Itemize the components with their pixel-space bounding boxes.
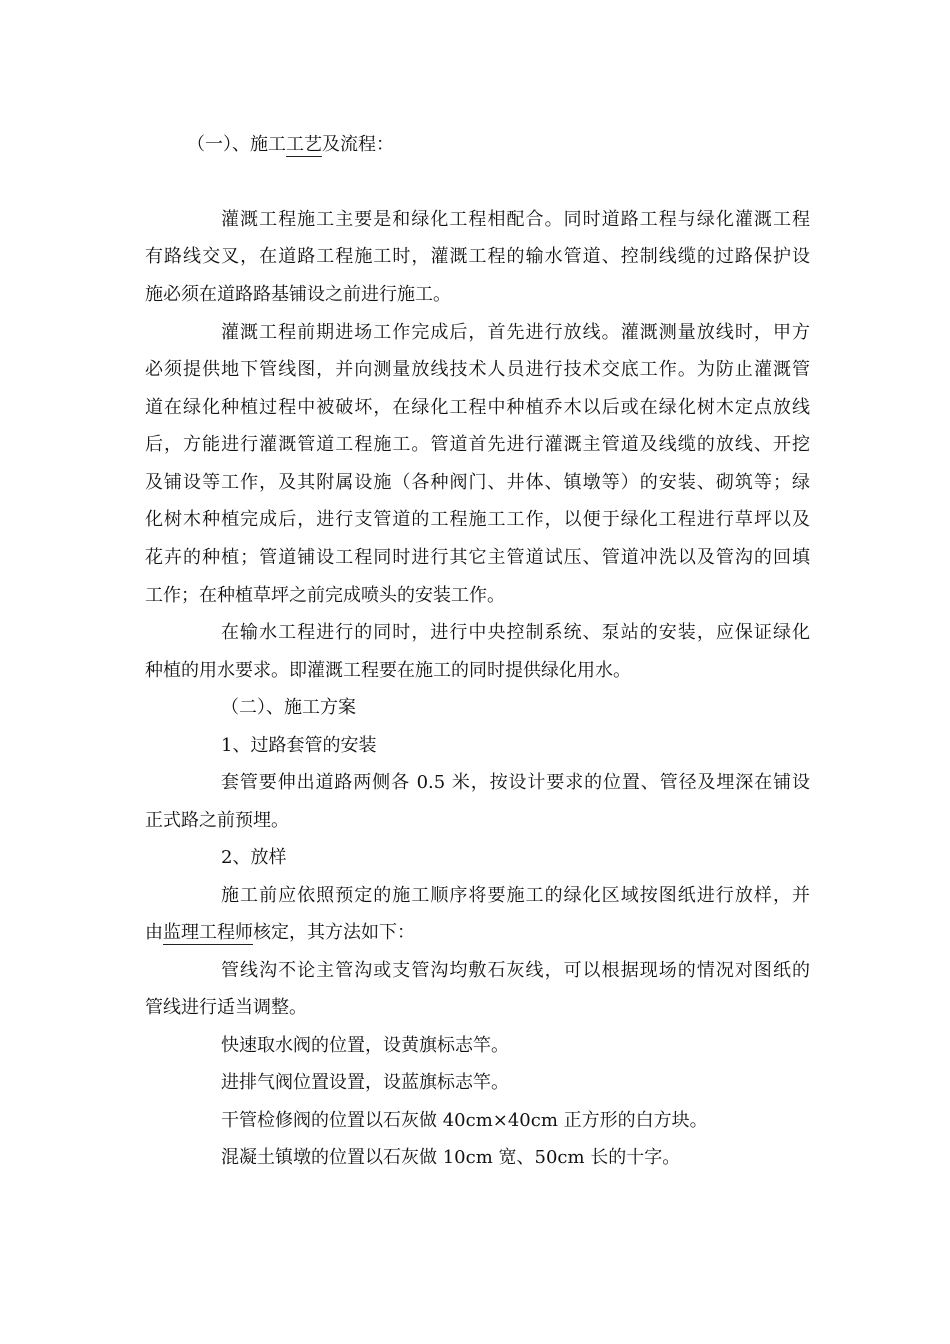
- list-item: 干管检修阀的位置以石灰做 40cm×40cm 正方形的白方块。: [221, 1110, 708, 1131]
- heading-1-underlined-term: 工艺: [286, 134, 322, 155]
- paragraph-line: 在输水工程进行的同时，进行中央控制系统、泵站的安装，应保证绿化: [221, 622, 810, 643]
- list-item: 进排气阀位置设置，设蓝旗标志竿。: [221, 1072, 509, 1093]
- paragraph-line: 套管要伸出道路两侧各 0.5 米，按设计要求的位置、管径及埋深在铺设: [221, 772, 810, 793]
- paragraph-line: 灌溉工程施工主要是和绿化工程相配合。同时道路工程与绿化灌溉工程: [221, 209, 810, 230]
- heading-1-text: （一）、施工: [187, 134, 286, 155]
- paragraph-line: 有路线交叉，在道路工程施工时，灌溉工程的输水管道、控制线缆的过路保护设: [145, 246, 810, 267]
- paragraph-line: 灌溉工程前期进场工作完成后，首先进行放线。灌溉测量放线时，甲方: [221, 322, 810, 343]
- paragraph-line: [145, 921, 810, 945]
- paragraph-text: 核定，其方法如下：: [253, 922, 415, 943]
- paragraph-line: 工作；在种植草坪之前完成喷头的安装工作。: [145, 585, 505, 606]
- paragraph-line: 施必须在道路路基铺设之前进行施工。: [145, 284, 451, 305]
- list-item: 快速取水阀的位置，设黄旗标志竿。: [221, 1035, 509, 1056]
- paragraph-line: 管线沟不论主管沟或支管沟均敷石灰线，可以根据现场的情况对图纸的: [221, 960, 810, 981]
- section-heading-2: （二）、施工方案: [221, 697, 356, 718]
- paragraph-line: 种植的用水要求。即灌溉工程要在施工的同时提供绿化用水。: [145, 660, 631, 681]
- list-item: 混凝土镇墩的位置以石灰做 10cm 宽、50cm 长的十字。: [221, 1147, 681, 1168]
- subheading-2: 2、放样: [221, 847, 287, 868]
- paragraph-line: 道在绿化种植过程中被破坏，在绿化工程中种植乔木以后或在绿化树木定点放线: [145, 397, 810, 418]
- paragraph-line: 必须提供地下管线图，并向测量放线技术人员进行技术交底工作。为防止灌溉管: [145, 359, 810, 380]
- section-heading-1: [187, 133, 810, 157]
- paragraph-line: 花卉的种植；管道铺设工程同时进行其它主管道试压、管道冲洗以及管沟的回填: [145, 547, 810, 568]
- paragraph-line: 管线进行适当调整。: [145, 997, 307, 1018]
- subheading-1: 1、过路套管的安装: [221, 735, 377, 756]
- paragraph-line: 及铺设等工作，及其附属设施（各种阀门、井体、镇墩等）的安装、砌筑等；绿: [145, 472, 810, 493]
- paragraph-line: 施工前应依照预定的施工顺序将要施工的绿化区域按图纸进行放样，并: [221, 885, 810, 906]
- paragraph-text: 由: [145, 922, 163, 943]
- paragraph-line: 正式路之前预埋。: [145, 810, 289, 831]
- paragraph-line: 化树木种植完成后，进行支管道的工程施工工作，以便于绿化工程进行草坪以及: [145, 509, 810, 530]
- paragraph-line: 后，方能进行灌溉管道工程施工。管道首先进行灌溉主管道及线缆的放线、开挖: [145, 434, 810, 455]
- underlined-term: 监理工程师: [163, 922, 253, 943]
- heading-1-text-end: 及流程：: [322, 134, 394, 155]
